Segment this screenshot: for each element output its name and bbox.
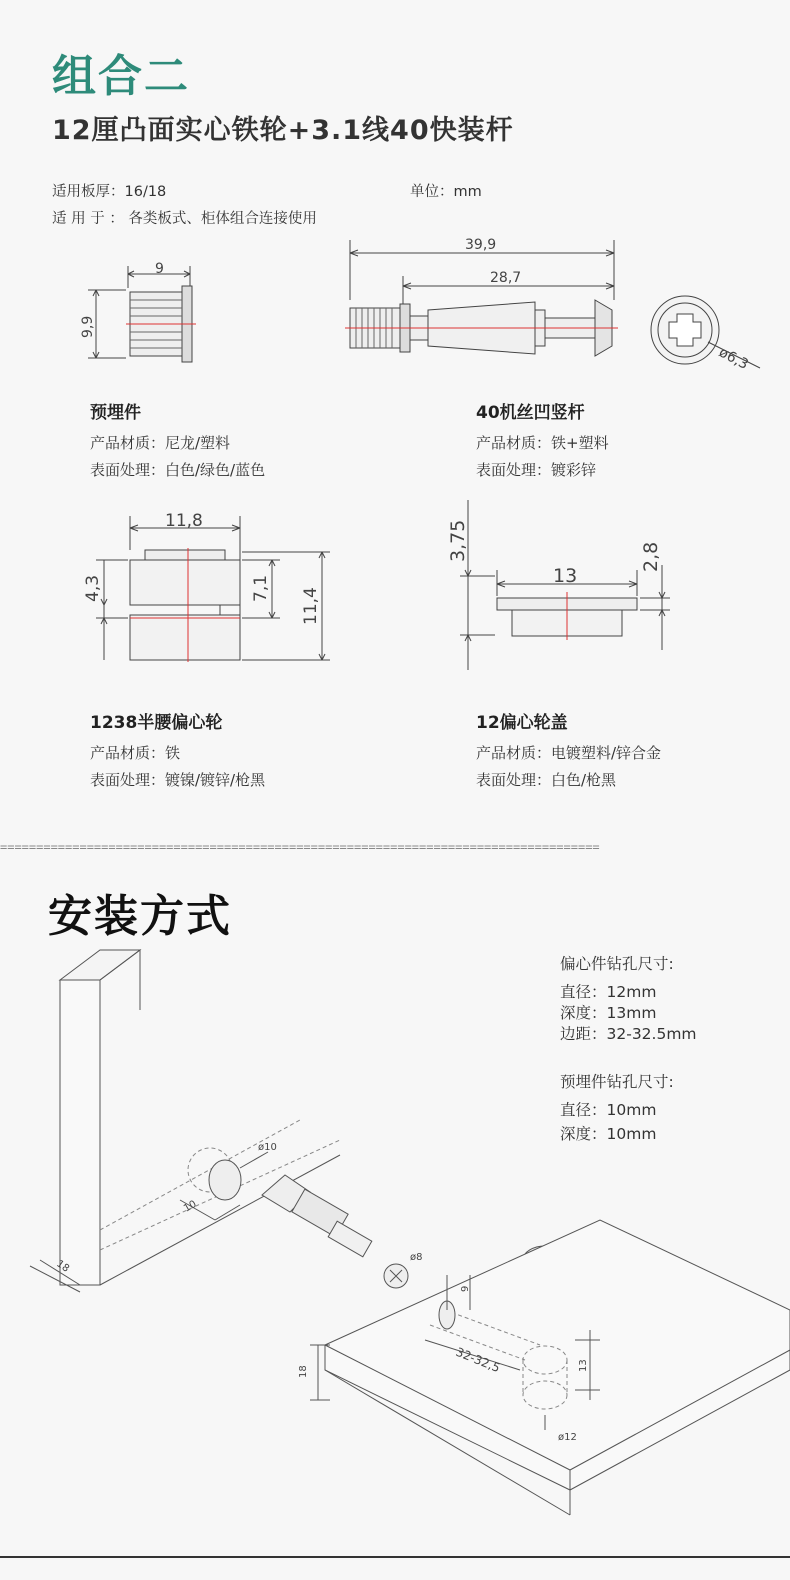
eccentric-diameter: 直径：12mm	[560, 983, 657, 1001]
rod-total-label: 39,9	[465, 237, 497, 253]
product-finish-wheel: 表面处理：镀镍/镀锌/枪黑	[90, 771, 266, 789]
wheel-h1-label: 4,3	[83, 574, 103, 602]
preembed-spec-title: 预埋件钻孔尺寸:	[560, 1073, 674, 1091]
product-name-cap: 12偏心轮盖	[476, 713, 568, 733]
usage-note: 适 用 于 ： 各类板式、柜体组合连接使用	[52, 211, 317, 227]
label-d13: 13	[578, 1359, 589, 1372]
board-thickness: 适用板厚：16/18	[52, 184, 167, 200]
cap-width-label: 13	[553, 565, 578, 587]
label-d9: 9	[460, 1285, 471, 1292]
label-d32: 32-32,5	[453, 1344, 503, 1376]
wheel-drawing	[96, 516, 330, 662]
product-material-wheel: 产品材质：铁	[90, 744, 181, 762]
product-finish-rod: 表面处理：镀彩锌	[476, 461, 597, 479]
product-name-rod: 40机丝凹竖杆	[476, 403, 585, 423]
product-finish-embed: 表面处理：白色/绿色/蓝色	[90, 461, 266, 479]
product-subtitle: 12厘凸面实心铁轮+3.1线40快装杆	[52, 115, 514, 146]
install-title: 安装方式	[48, 891, 232, 942]
product-name-wheel: 1238半腰偏心轮	[90, 713, 223, 733]
section-divider: ===================================================================================	[0, 840, 600, 854]
wheel-width-label: 11,8	[165, 511, 203, 531]
product-finish-cap: 表面处理：白色/枪黑	[476, 771, 617, 789]
bottom-rule	[0, 1556, 790, 1558]
embed-part-drawing	[88, 266, 196, 362]
preembed-diameter: 直径：10mm	[560, 1101, 657, 1119]
embed-height-label: 9,9	[80, 315, 96, 338]
embed-width-label: 9	[155, 261, 164, 277]
section-title-combo: 组合二	[52, 51, 190, 102]
rod-drawing	[345, 240, 760, 373]
eccentric-depth: 深度：13mm	[560, 1004, 657, 1022]
eccentric-edge: 边距：32-32.5mm	[560, 1025, 697, 1043]
wheel-h2-label: 7,1	[251, 574, 271, 602]
product-name-embed: 预埋件	[90, 403, 141, 423]
technical-drawings	[0, 230, 790, 680]
label-phi10: ø10	[258, 1142, 277, 1153]
install-rod	[262, 1175, 408, 1288]
label-d10: 10	[182, 1198, 199, 1215]
install-diagram	[0, 930, 790, 1556]
product-material-cap: 产品材质：电镀塑料/锌合金	[476, 744, 662, 762]
unit-note: 单位：mm	[410, 184, 482, 200]
product-material-rod: 产品材质：铁+塑料	[476, 434, 609, 452]
product-material-embed: 产品材质：尼龙/塑料	[90, 434, 231, 452]
rod-diameter-label: ø6,3	[716, 344, 751, 374]
label-d18a: 18	[54, 1258, 72, 1275]
eccentric-spec-title: 偏心件钻孔尺寸:	[560, 955, 674, 973]
label-d18b: 18	[298, 1365, 309, 1378]
label-phi12: ø12	[558, 1432, 577, 1443]
cap-h2-label: 2,8	[640, 541, 662, 572]
label-phi8: ø8	[410, 1252, 423, 1263]
cap-h1-label: 3,75	[447, 519, 469, 562]
wheel-h3-label: 11,4	[301, 587, 321, 625]
preembed-depth: 深度：10mm	[560, 1125, 657, 1143]
rod-body-label: 28,7	[490, 270, 522, 286]
